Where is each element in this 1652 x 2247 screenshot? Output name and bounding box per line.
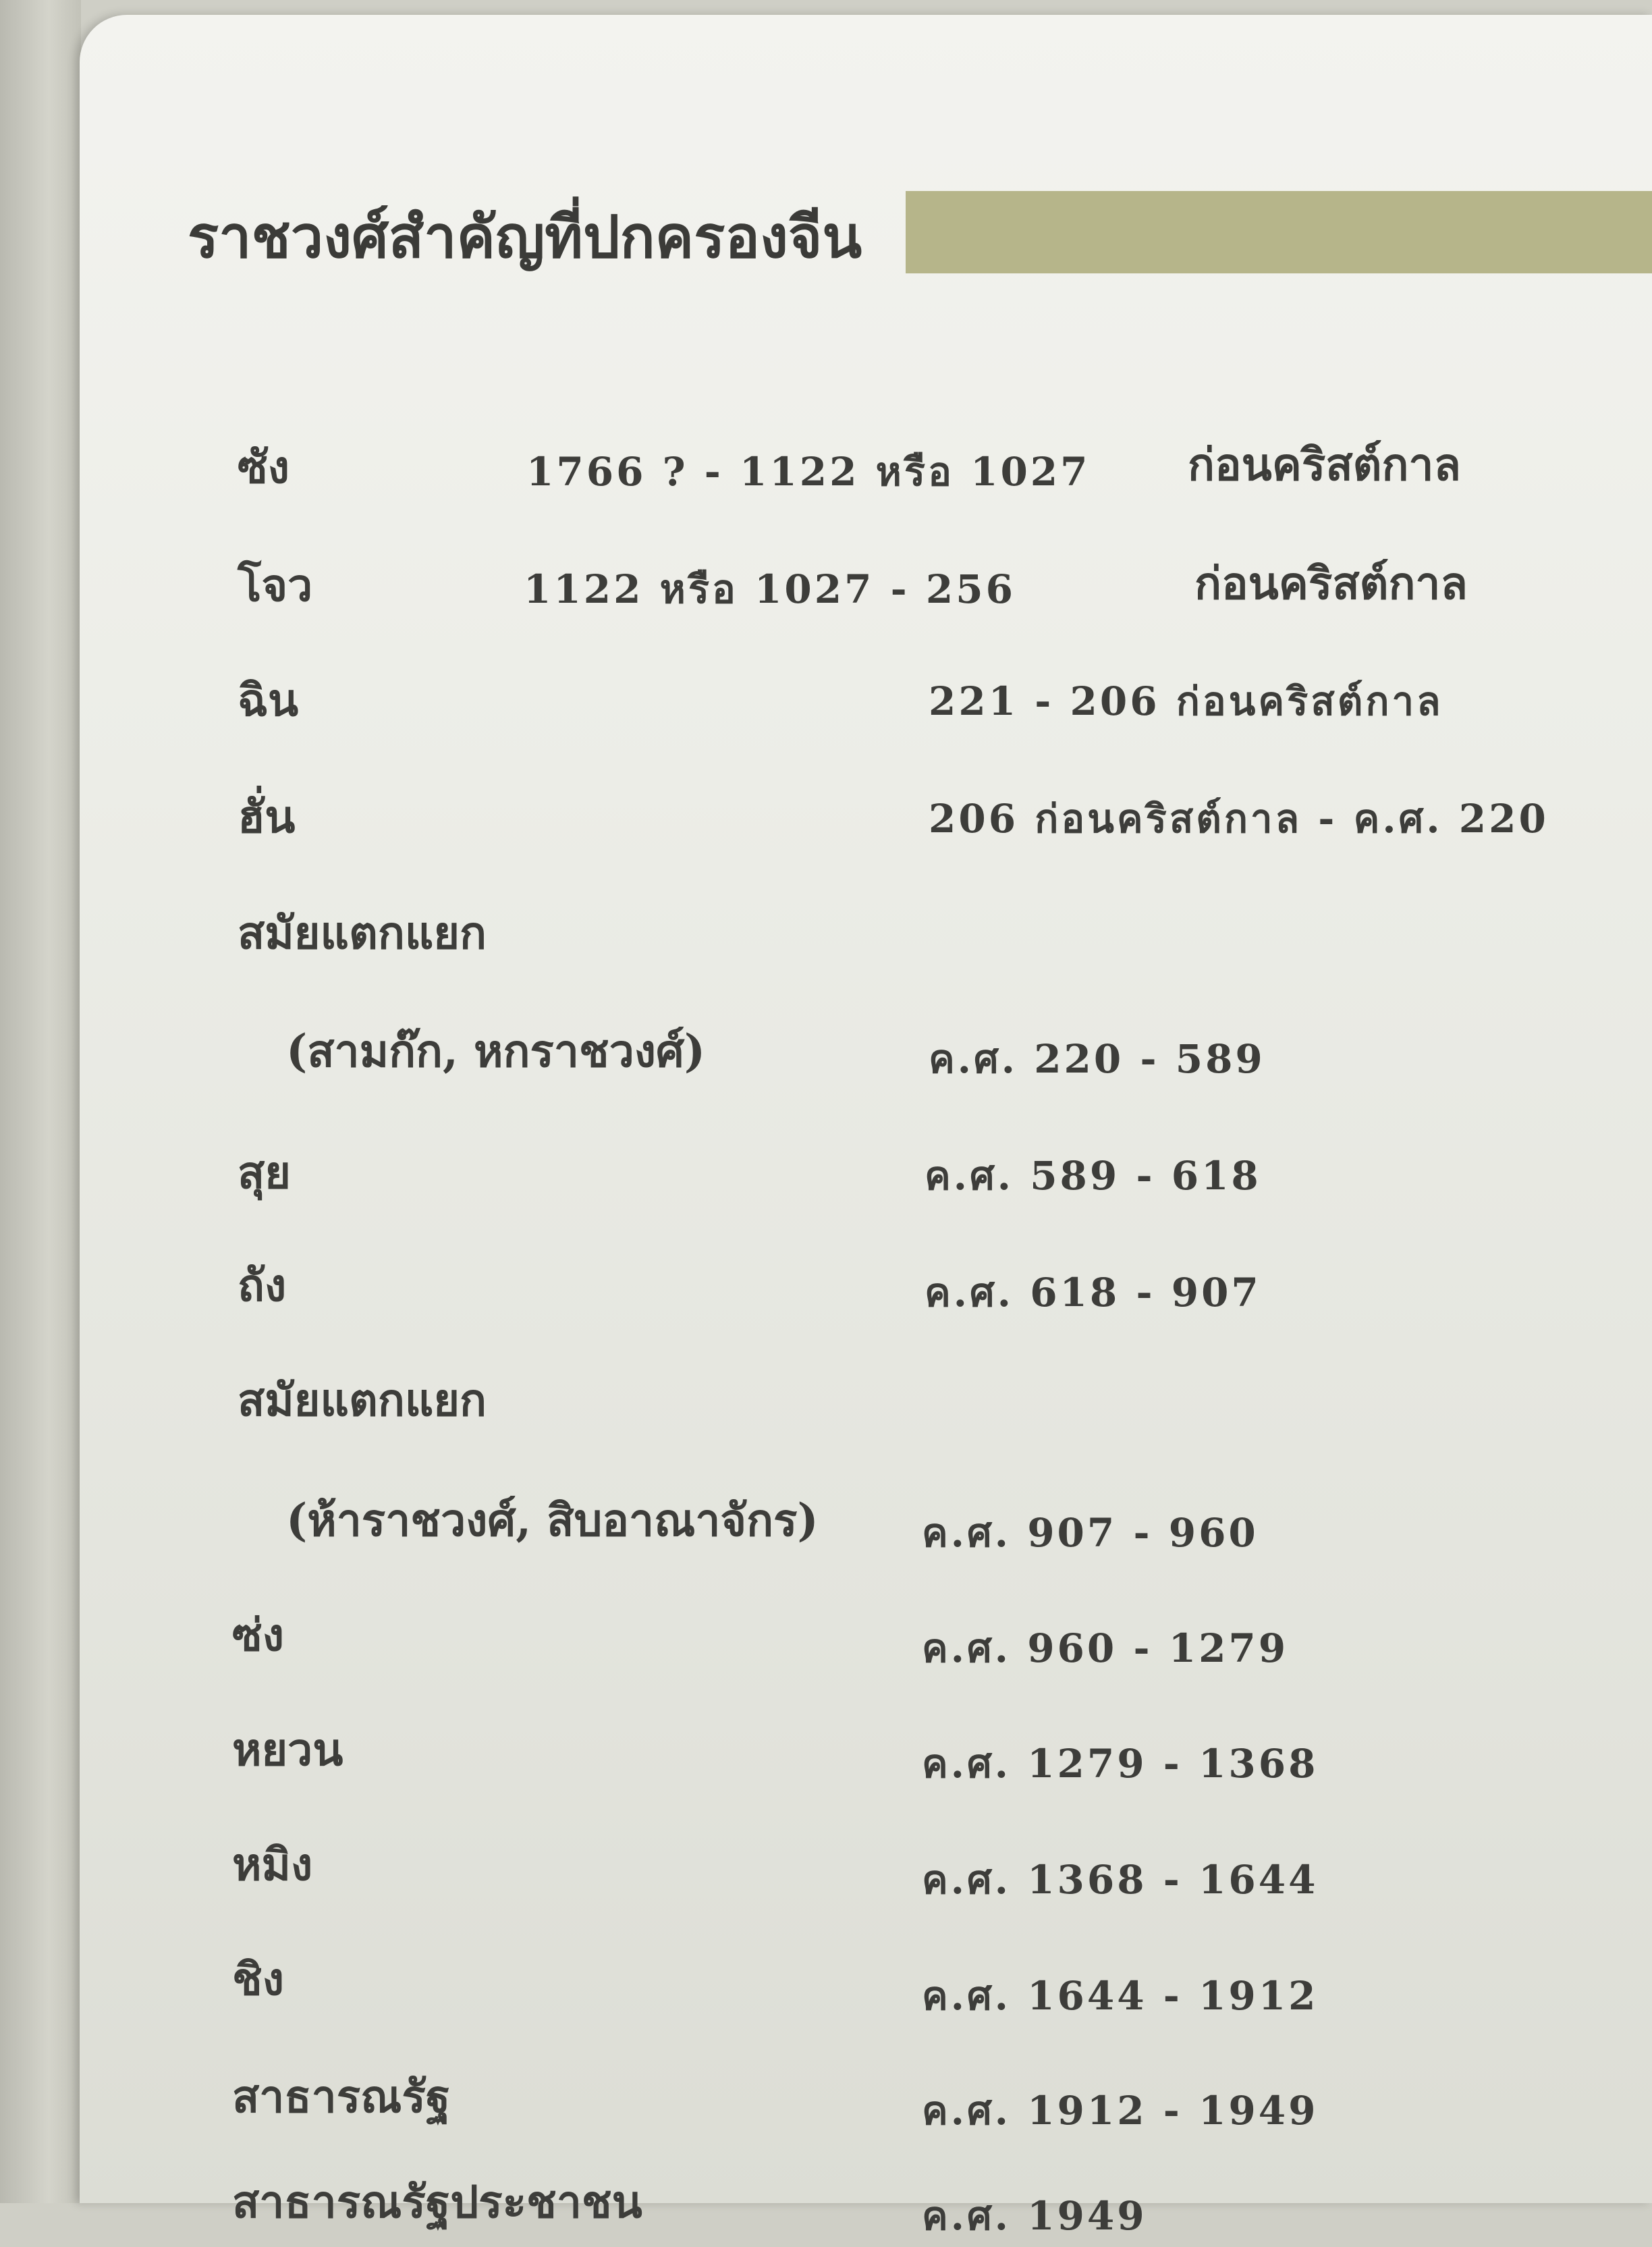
- dynasty-era-shang: ก่อนคริสต์กาล: [1188, 438, 1461, 491]
- dynasty-name-ming: หมิง: [232, 1838, 313, 1891]
- dynasty-name-sui: สุย: [238, 1146, 291, 1199]
- dynasty-name-disunity-2: สมัยแตกแยก: [238, 1374, 487, 1426]
- dynasty-name-yuan: หยวน: [232, 1723, 343, 1776]
- dynasty-name-zhou: โจว: [238, 559, 313, 612]
- dynasty-period-yuan: ค.ศ. 1279 - 1368: [922, 1741, 1319, 1787]
- dynasty-name-peoples-republic: สาธารณรัฐประชาชน: [232, 2175, 642, 2228]
- dynasty-name-qin: ฉิน: [238, 674, 299, 726]
- dynasty-period-zhou: 1122 หรือ 1027 - 256: [524, 566, 1016, 612]
- dynasty-period-tang: ค.ศ. 618 - 907: [925, 1270, 1261, 1316]
- dynasty-period-peoples-republic: ค.ศ. 1949: [922, 2193, 1147, 2239]
- dynasty-name-qing: ชิง: [232, 1953, 285, 2005]
- dynasty-period-ming: ค.ศ. 1368 - 1644: [922, 1857, 1319, 1903]
- title-accent-bar: [906, 191, 1652, 273]
- dynasty-period-republic: ค.ศ. 1912 - 1949: [922, 2088, 1319, 2134]
- page-title: ราชวงศ์สำคัญที่ปกครองจีน: [188, 203, 862, 271]
- dynasty-period-song: ค.ศ. 960 - 1279: [922, 1625, 1289, 1671]
- dynasty-period-three-kingdoms: ค.ศ. 220 - 589: [929, 1036, 1265, 1082]
- dynasty-period-five-dynasties: ค.ศ. 907 - 960: [922, 1510, 1259, 1556]
- dynasty-period-sui: ค.ศ. 589 - 618: [925, 1153, 1261, 1199]
- dynasty-period-shang: 1766 ? - 1122 หรือ 1027: [526, 449, 1091, 495]
- dynasty-name-three-kingdoms: (สามก๊ก, หกราชวงศ์): [286, 1025, 706, 1077]
- dynasty-period-qing: ค.ศ. 1644 - 1912: [922, 1973, 1319, 2019]
- dynasty-period-qin: 221 - 206 ก่อนคริสต์กาล: [929, 678, 1443, 724]
- dynasty-era-zhou: ก่อนคริสต์กาล: [1194, 557, 1468, 610]
- dynasty-name-shang: ซัง: [238, 441, 290, 493]
- dynasty-name-tang: ถัง: [238, 1259, 287, 1311]
- dynasty-name-disunity-1: สมัยแตกแยก: [238, 906, 487, 959]
- dynasty-period-han: 206 ก่อนคริสต์กาล - ค.ศ. 220: [929, 796, 1549, 842]
- book-spine: [0, 0, 81, 2203]
- dynasty-name-han: ฮั่น: [238, 790, 296, 843]
- dynasty-name-five-dynasties: (ห้าราชวงศ์, สิบอาณาจักร): [286, 1494, 819, 1546]
- dynasty-name-republic: สาธารณรัฐ: [232, 2070, 451, 2123]
- dynasty-name-song: ซ่ง: [232, 1608, 285, 1661]
- book-page: [80, 15, 1652, 2203]
